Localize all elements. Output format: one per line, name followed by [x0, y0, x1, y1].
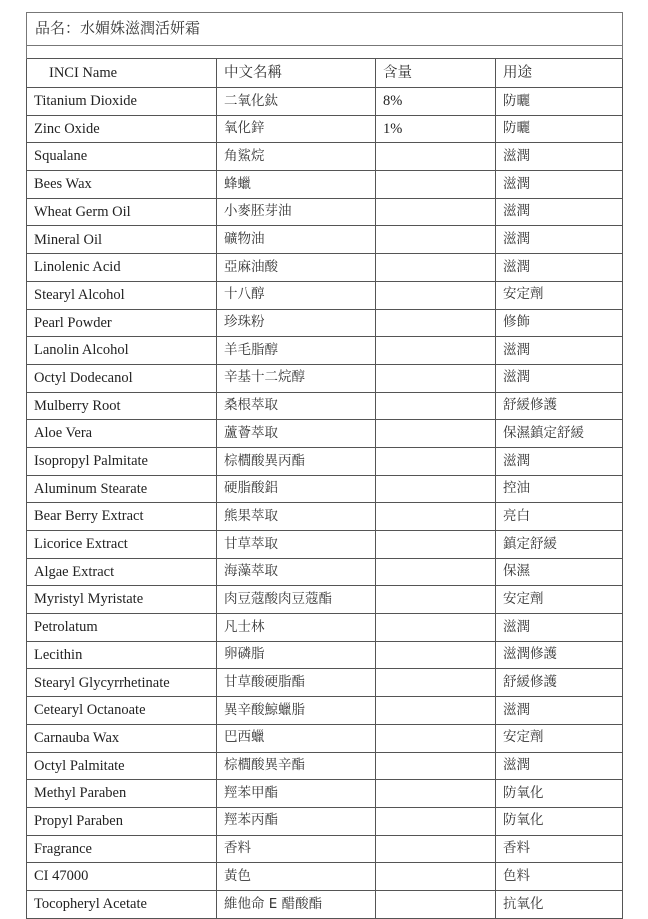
usage-cell: 防曬 — [496, 115, 623, 143]
table-row — [27, 420, 623, 448]
inci-name-cell: Bear Berry Extract — [27, 503, 217, 531]
content-cell — [376, 447, 496, 475]
content-cell — [376, 392, 496, 420]
content-cell — [376, 171, 496, 199]
inci-name-cell: Cetearyl Octanoate — [27, 697, 217, 725]
usage-cell: 安定劑 — [496, 586, 623, 614]
ingredient-sheet — [26, 12, 622, 919]
usage-cell: 修飾 — [496, 309, 623, 337]
chinese-name-cell: 角鯊烷 — [217, 143, 376, 171]
table-row — [27, 780, 623, 808]
table-row — [27, 337, 623, 365]
chinese-name-cell: 棕櫚酸異辛酯 — [217, 752, 376, 780]
table-row — [27, 309, 623, 337]
usage-cell: 滋潤 — [496, 752, 623, 780]
table-row — [27, 697, 623, 725]
inci-name-cell: Lecithin — [27, 641, 217, 669]
usage-cell: 防氧化 — [496, 780, 623, 808]
inci-name-cell: Stearyl Alcohol — [27, 281, 217, 309]
chinese-name-cell: 珍珠粉 — [217, 309, 376, 337]
usage-cell: 抗氧化 — [496, 890, 623, 918]
table-row — [27, 752, 623, 780]
chinese-name-cell: 小麥胚芽油 — [217, 198, 376, 226]
chinese-name-cell: 礦物油 — [217, 226, 376, 254]
inci-name-cell: Carnauba Wax — [27, 724, 217, 752]
header-inci-name: INCI Name — [27, 59, 217, 88]
table-row — [27, 281, 623, 309]
usage-cell: 控油 — [496, 475, 623, 503]
table-row — [27, 503, 623, 531]
inci-name-cell: Licorice Extract — [27, 531, 217, 559]
content-cell — [376, 143, 496, 171]
usage-cell: 防氧化 — [496, 807, 623, 835]
usage-cell: 滋潤 — [496, 697, 623, 725]
usage-cell: 滋潤 — [496, 447, 623, 475]
header-content: 含量 — [376, 59, 496, 88]
chinese-name-cell: 羥苯丙酯 — [217, 807, 376, 835]
content-cell — [376, 281, 496, 309]
content-cell — [376, 198, 496, 226]
usage-cell: 滋潤修護 — [496, 641, 623, 669]
content-cell — [376, 641, 496, 669]
chinese-name-cell: 棕櫚酸異丙酯 — [217, 447, 376, 475]
chinese-name-cell: 氧化鋅 — [217, 115, 376, 143]
inci-name-cell: Titanium Dioxide — [27, 88, 217, 116]
chinese-name-cell: 巴西蠟 — [217, 724, 376, 752]
chinese-name-cell: 甘草萃取 — [217, 531, 376, 559]
chinese-name-cell: 肉豆蔻酸肉豆蔻酯 — [217, 586, 376, 614]
content-cell — [376, 780, 496, 808]
inci-name-cell: Propyl Paraben — [27, 807, 217, 835]
chinese-name-cell: 黃色 — [217, 863, 376, 891]
header-chinese-name: 中文名稱 — [217, 59, 376, 88]
usage-cell: 安定劑 — [496, 281, 623, 309]
chinese-name-cell: 海藻萃取 — [217, 558, 376, 586]
content-cell: 1% — [376, 115, 496, 143]
inci-name-cell: Petrolatum — [27, 614, 217, 642]
content-cell — [376, 475, 496, 503]
table-row — [27, 392, 623, 420]
content-cell — [376, 835, 496, 863]
chinese-name-cell: 十八醇 — [217, 281, 376, 309]
inci-name-cell: Squalane — [27, 143, 217, 171]
inci-name-cell: Octyl Palmitate — [27, 752, 217, 780]
table-row — [27, 254, 623, 282]
table-row — [27, 863, 623, 891]
inci-name-cell: Wheat Germ Oil — [27, 198, 217, 226]
usage-cell: 滋潤 — [496, 614, 623, 642]
chinese-name-cell: 辛基十二烷醇 — [217, 364, 376, 392]
chinese-name-cell: 卵磷脂 — [217, 641, 376, 669]
spacer-row — [27, 46, 623, 59]
content-cell — [376, 724, 496, 752]
content-cell: 8% — [376, 88, 496, 116]
content-cell — [376, 863, 496, 891]
content-cell — [376, 586, 496, 614]
content-cell — [376, 364, 496, 392]
table-row — [27, 364, 623, 392]
usage-cell: 滋潤 — [496, 143, 623, 171]
usage-cell: 滋潤 — [496, 337, 623, 365]
chinese-name-cell: 凡士林 — [217, 614, 376, 642]
inci-name-cell: Octyl Dodecanol — [27, 364, 217, 392]
content-cell — [376, 337, 496, 365]
content-cell — [376, 558, 496, 586]
inci-name-cell: Mulberry Root — [27, 392, 217, 420]
inci-name-cell: Myristyl Myristate — [27, 586, 217, 614]
content-cell — [376, 752, 496, 780]
table-row — [27, 447, 623, 475]
inci-name-cell: Aluminum Stearate — [27, 475, 217, 503]
table-row — [27, 171, 623, 199]
inci-name-cell: Bees Wax — [27, 171, 217, 199]
table-row — [27, 669, 623, 697]
content-cell — [376, 503, 496, 531]
chinese-name-cell: 維他命 E 醋酸酯 — [217, 890, 376, 918]
content-cell — [376, 420, 496, 448]
table-row — [27, 586, 623, 614]
content-cell — [376, 697, 496, 725]
chinese-name-cell: 二氧化鈦 — [217, 88, 376, 116]
inci-name-cell: Tocopheryl Acetate — [27, 890, 217, 918]
inci-name-cell: Mineral Oil — [27, 226, 217, 254]
usage-cell: 滋潤 — [496, 254, 623, 282]
chinese-name-cell: 硬脂酸鋁 — [217, 475, 376, 503]
chinese-name-cell: 熊果萃取 — [217, 503, 376, 531]
inci-name-cell: Fragrance — [27, 835, 217, 863]
chinese-name-cell: 亞麻油酸 — [217, 254, 376, 282]
usage-cell: 保濕 — [496, 558, 623, 586]
table-row — [27, 835, 623, 863]
chinese-name-cell: 異辛酸鯨蠟脂 — [217, 697, 376, 725]
table-row — [27, 475, 623, 503]
chinese-name-cell: 桑根萃取 — [217, 392, 376, 420]
inci-name-cell: Isopropyl Palmitate — [27, 447, 217, 475]
usage-cell: 香料 — [496, 835, 623, 863]
title-row — [27, 13, 623, 46]
inci-name-cell: Methyl Paraben — [27, 780, 217, 808]
usage-cell: 舒緩修護 — [496, 669, 623, 697]
usage-cell: 亮白 — [496, 503, 623, 531]
product-title: 品名：水媚姝滋潤活妍霜 — [27, 13, 623, 46]
chinese-name-cell: 羊毛脂醇 — [217, 337, 376, 365]
table-row — [27, 614, 623, 642]
ingredient-table — [26, 12, 623, 919]
inci-name-cell: Aloe Vera — [27, 420, 217, 448]
content-cell — [376, 807, 496, 835]
header-usage: 用途 — [496, 59, 623, 88]
content-cell — [376, 254, 496, 282]
usage-cell: 鎮定舒緩 — [496, 531, 623, 559]
inci-name-cell: Zinc Oxide — [27, 115, 217, 143]
table-row — [27, 531, 623, 559]
chinese-name-cell: 蘆薈萃取 — [217, 420, 376, 448]
table-row — [27, 890, 623, 918]
content-cell — [376, 309, 496, 337]
usage-cell: 滋潤 — [496, 226, 623, 254]
spacer-cell — [27, 46, 623, 59]
usage-cell: 色料 — [496, 863, 623, 891]
table-row — [27, 88, 623, 116]
inci-name-cell: Algae Extract — [27, 558, 217, 586]
inci-name-cell: CI 47000 — [27, 863, 217, 891]
table-row — [27, 641, 623, 669]
table-row — [27, 143, 623, 171]
inci-name-cell: Lanolin Alcohol — [27, 337, 217, 365]
table-row — [27, 558, 623, 586]
usage-cell: 防曬 — [496, 88, 623, 116]
usage-cell: 滋潤 — [496, 171, 623, 199]
content-cell — [376, 614, 496, 642]
table-row — [27, 724, 623, 752]
inci-name-cell: Pearl Powder — [27, 309, 217, 337]
content-cell — [376, 669, 496, 697]
inci-name-cell: Stearyl Glycyrrhetinate — [27, 669, 217, 697]
usage-cell: 保濕鎮定舒緩 — [496, 420, 623, 448]
table-row — [27, 115, 623, 143]
chinese-name-cell: 羥苯甲酯 — [217, 780, 376, 808]
usage-cell: 安定劑 — [496, 724, 623, 752]
content-cell — [376, 890, 496, 918]
table-row — [27, 226, 623, 254]
chinese-name-cell: 蜂蠟 — [217, 171, 376, 199]
usage-cell: 滋潤 — [496, 198, 623, 226]
inci-name-cell: Linolenic Acid — [27, 254, 217, 282]
chinese-name-cell: 香料 — [217, 835, 376, 863]
content-cell — [376, 531, 496, 559]
ingredient-table-body — [27, 13, 623, 919]
usage-cell: 舒緩修護 — [496, 392, 623, 420]
table-row — [27, 198, 623, 226]
chinese-name-cell: 甘草酸硬脂酯 — [217, 669, 376, 697]
header-row — [27, 59, 623, 88]
content-cell — [376, 226, 496, 254]
usage-cell: 滋潤 — [496, 364, 623, 392]
table-row — [27, 807, 623, 835]
